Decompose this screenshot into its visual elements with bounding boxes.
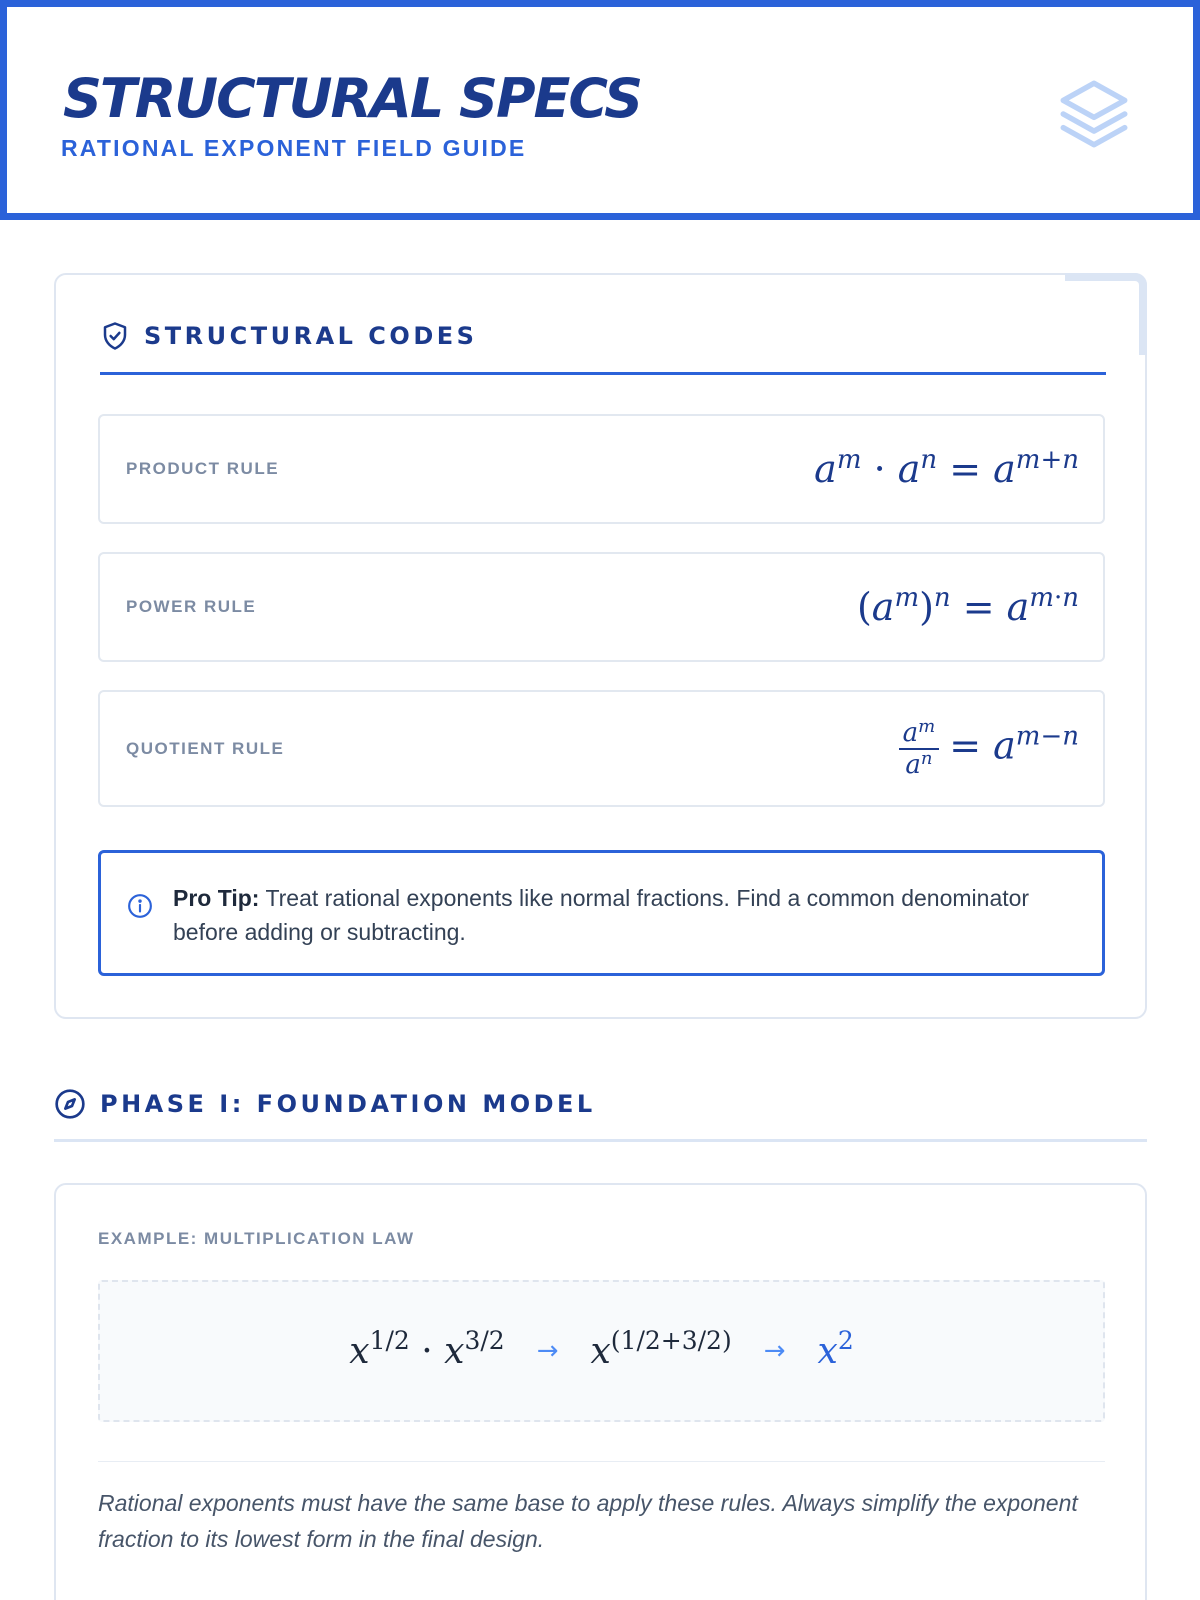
info-icon <box>127 893 153 919</box>
power-rule-formula: $(a^m)^n = a^{m\cdot n}$ <box>856 583 1079 629</box>
quotient-rule-row <box>98 690 1105 807</box>
structural-codes-heading <box>100 321 477 351</box>
arrow-right-icon: → <box>763 1336 786 1366</box>
pro-tip-callout <box>98 850 1105 976</box>
phase-heading <box>54 1088 596 1120</box>
page-subtitle: RATIONAL EXPONENT FIELD GUIDE <box>61 135 527 161</box>
example-equation-box <box>98 1280 1105 1422</box>
shield-check-icon <box>100 321 130 351</box>
structural-codes-card <box>54 273 1147 1019</box>
product-rule-formula: $a^m \cdot a^n = a^{m+n}$ <box>814 445 1079 491</box>
example-step-1: $x^{1/2} \cdot x^{3/2}$ <box>349 1325 505 1372</box>
example-result: $x^2$ <box>817 1325 854 1372</box>
phase-underline <box>54 1139 1147 1142</box>
quotient-rule-formula: $\frac{a^m}{a^n}$ = $a^{m-n}$ <box>899 720 1079 778</box>
example-label: EXAMPLE: MULTIPLICATION LAW <box>98 1229 415 1248</box>
section-label: STRUCTURAL CODES <box>144 322 478 350</box>
rule-name: PRODUCT RULE <box>126 459 280 478</box>
power-rule-row <box>98 552 1105 662</box>
compass-icon <box>54 1088 86 1120</box>
divider <box>98 1461 1105 1462</box>
layers-icon <box>1053 73 1135 155</box>
example-note: Rational exponents must have the same base to apply these rules. Always simplify the exponent fraction to its lowest form in the final design. <box>98 1490 1078 1552</box>
card-corner-accent <box>1065 273 1147 355</box>
section-label: PHASE I: FOUNDATION MODEL <box>100 1090 596 1118</box>
example-step-2: $x^{(1/2+3/2)}$ <box>590 1325 732 1372</box>
rule-name: POWER RULE <box>126 597 257 616</box>
product-rule-row <box>98 414 1105 524</box>
page-header <box>0 0 1200 220</box>
pro-tip-body: Treat rational exponents like normal fractions. Find a common denominator before adding or subtracting. <box>173 885 1030 945</box>
heading-underline <box>100 372 1106 375</box>
pro-tip-text <box>173 881 1073 949</box>
pro-tip-label: Pro Tip: <box>173 885 260 911</box>
example-card <box>54 1183 1147 1600</box>
page-title: STRUCTURAL SPECS <box>63 67 642 130</box>
arrow-right-icon: → <box>536 1336 559 1366</box>
rule-name: QUOTIENT RULE <box>126 738 285 758</box>
